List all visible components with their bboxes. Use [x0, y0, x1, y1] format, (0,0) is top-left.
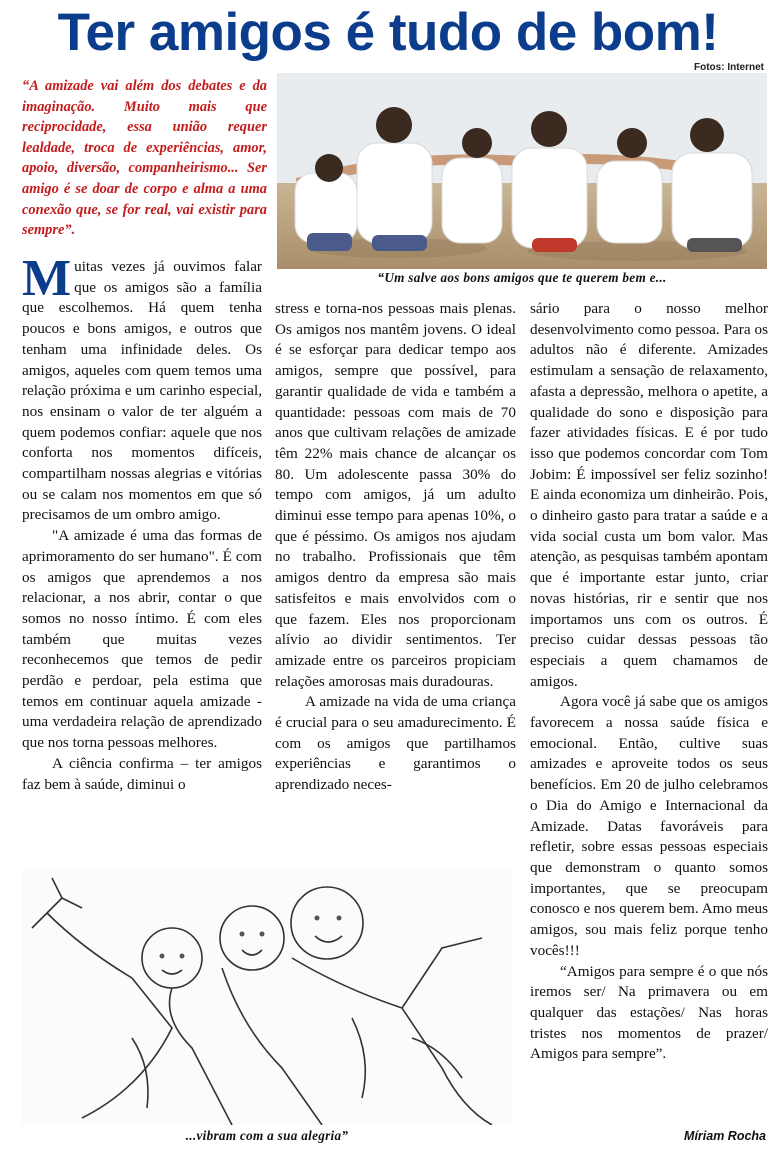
sketch-image	[22, 868, 512, 1125]
paragraph: sário para o nosso melhor desenvolvimento como pessoa. Para os adultos não é diferente. Amizades estimulam a sensação de relaxamento, afasta a depressão, melhora o apetite, a qualidade do sono e disposição para fazer atividades físicas. E é por tudo isso que podemos concordar com Tom Jobim: É impossível ser feliz sozinho! E ainda economiza um dinheirão. Pois, o dinheiro gasto para tratar a saúde e a vida social custa um bom valor. Mas atenção, as pesquisas também apontam que é importante estar junto, criar novas histórias, rir e sentir que nos importamos uns com os outros. É preciso cuidar dessas pessoas tão especiais a quem chamamos de amigos.	[530, 300, 768, 690]
paragraph: A amizade na vida de uma criança é crucial para o seu amadurecimento. É com os amigos que partilhamos experiências e garantimos o aprendizado neces-	[275, 693, 516, 794]
paragraph: Agora você já sabe que os amigos favorecem a nossa saúde física e emocional. Então, cultive suas amizades e aproveite todos os seus benefícios. Em 20 de julho celebramos o Dia do Amigo e Internacional da Amizade. Datas favoráveis para refletir, sobre essas pessoas especiais que demonstram o quanto somos importantes, que se preocupam conosco e nos querem bem. Amo meus amigos, sou mais feliz porque tenho vocês!!!	[530, 693, 768, 959]
photo-caption-2: ...vibram com a sua alegria”	[185, 1128, 349, 1143]
photo-credit: Fotos: Internet	[694, 62, 764, 73]
pull-quote: “A amizade vai além dos debates e da imaginação. Muito mais que reciprocidade, essa união requer lealdade, troca de experiências, amor, apoio, diversão, companheirismo... Ser amigo é se doar de corpo e alma a uma conexão que, se for real, vai existir para sempre”.	[22, 78, 267, 239]
paragraph: A ciência confirma – ter amigos faz bem à saúde, diminui o	[22, 754, 262, 793]
drop-cap: M	[22, 250, 72, 307]
friends-on-beach-photo	[277, 73, 767, 269]
friends-sketch-illustration	[22, 868, 512, 1125]
paragraph: Muitas vezes já ouvimos falar que os amigos são a família que escolhemos. Há quem tenha poucos e bons amigos, e outros que tenham uma infinidade deles. Os amigos, aqueles com quem temos uma relação próxima e um carinho especial, nos ensinam o valor de ter alguém a quem podemos confiar: aquele que nos conforta nos momentos difíceis, compartilham nossas alegrias e vitórias ou se calam nos momentos em que só precisamos de um ombro amigo.	[22, 250, 262, 524]
article-column-2	[275, 299, 516, 796]
article-column-1	[22, 250, 262, 795]
author-byline: Míriam Rocha	[684, 1129, 766, 1143]
paragraph: stress e torna-nos pessoas mais plenas. Os amigos nos mantêm jovens. O ideal é se esforçar para dedicar tempo aos amigos, sempre que possível, para garantir qualidade de vida e também a quantidade: pessoas com mais de 70 anos que cultivam relações de amizade têm 22% mais chance de alcançar os 80. Um adolescente passa 30% do tempo com amigos, já um adulto diminui esse tempo para apenas 10%, o que é péssimo. Os amigos nos ajudam no trabalho. Profissionais que têm amigos dentro da empresa são mais satisfeitos e mais envolvidos com o que fazem. Eles nos proporcionam alívio ao dividir sentimentos. Ter amizade entre os parceiros propiciam relações amorosas mais duradouras.	[275, 300, 516, 690]
headline: Ter amigos é tudo de bom!	[57, 3, 719, 62]
paragraph: “Amigos para sempre é o que nós iremos ser/ Na primavera ou em qualquer das estações/ Nas horas tristes nos momentos de prazer/ Amigos para sempre”.	[530, 962, 768, 1063]
article-column-3	[530, 299, 768, 1065]
beach-scene-image	[277, 73, 767, 269]
paragraph: "A amizade é uma das formas de aprimoramento do ser humano". É com os amigos que aprendemos a nos relacionar, a nos abrir, contar o que somos no nosso íntimo. É com eles também que muitas vezes reconhecemos que temos de pedir perdão e perdoar, pela estima que temos em continuar aquela amizade - uma verdadeira relação de aprendizado que nos torna pessoas melhores.	[22, 527, 262, 752]
photo-caption-1: “Um salve aos bons amigos que te querem bem e...	[377, 270, 667, 285]
